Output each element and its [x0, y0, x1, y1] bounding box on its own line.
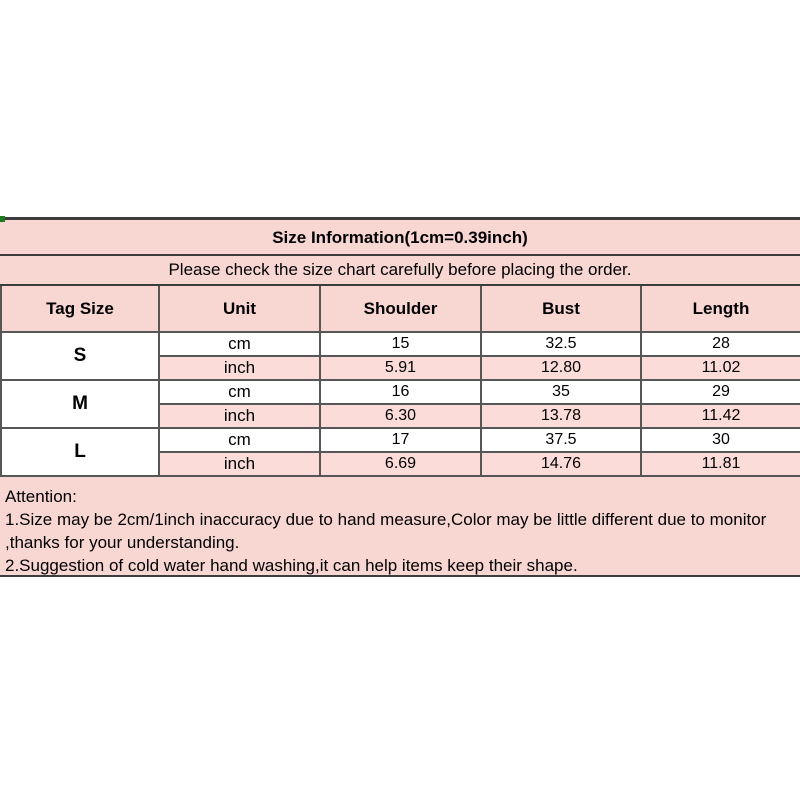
size-chart-notice: Please check the size chart carefully before placing the order. — [0, 256, 800, 286]
unit-cell: inch — [159, 404, 320, 428]
value-cell: 11.81 — [641, 452, 800, 476]
size-chart-title: Size Information(1cm=0.39inch) — [0, 217, 800, 256]
value-cell: 32.5 — [481, 332, 641, 356]
column-header-length: Length — [641, 286, 800, 332]
value-cell: 11.42 — [641, 404, 800, 428]
unit-cell: inch — [159, 356, 320, 380]
value-cell: 6.69 — [320, 452, 481, 476]
value-cell: 5.91 — [320, 356, 481, 380]
value-cell: 28 — [641, 332, 800, 356]
value-cell: 11.02 — [641, 356, 800, 380]
value-cell: 30 — [641, 428, 800, 452]
unit-cell: cm — [159, 428, 320, 452]
value-cell: 14.76 — [481, 452, 641, 476]
table-row-l-cm — [1, 428, 800, 452]
attention-note — [0, 477, 800, 577]
size-tag-l: L — [1, 428, 159, 476]
size-tag-m: M — [1, 380, 159, 428]
attention-line: 1.Size may be 2cm/1inch inaccuracy due to hand measure,Color may be little different due to monitor — [5, 510, 767, 529]
attention-heading: Attention: — [5, 487, 77, 506]
value-cell: 12.80 — [481, 356, 641, 380]
size-chart-sheet — [0, 217, 800, 577]
column-header-shoulder: Shoulder — [320, 286, 481, 332]
corner-artifact-dot — [0, 216, 5, 222]
unit-cell: cm — [159, 332, 320, 356]
table-header-row — [1, 286, 800, 332]
value-cell: 29 — [641, 380, 800, 404]
value-cell: 15 — [320, 332, 481, 356]
column-header-tag-size: Tag Size — [1, 286, 159, 332]
unit-cell: cm — [159, 380, 320, 404]
table-row-s-cm — [1, 332, 800, 356]
value-cell: 17 — [320, 428, 481, 452]
attention-line: ,thanks for your understanding. — [5, 533, 240, 552]
column-header-bust: Bust — [481, 286, 641, 332]
size-table — [0, 286, 800, 477]
unit-cell: inch — [159, 452, 320, 476]
attention-line: 2.Suggestion of cold water hand washing,it can help items keep their shape. — [5, 556, 578, 575]
value-cell: 13.78 — [481, 404, 641, 428]
value-cell: 16 — [320, 380, 481, 404]
value-cell: 35 — [481, 380, 641, 404]
table-row-m-cm — [1, 380, 800, 404]
value-cell: 37.5 — [481, 428, 641, 452]
size-tag-s: S — [1, 332, 159, 380]
value-cell: 6.30 — [320, 404, 481, 428]
column-header-unit: Unit — [159, 286, 320, 332]
